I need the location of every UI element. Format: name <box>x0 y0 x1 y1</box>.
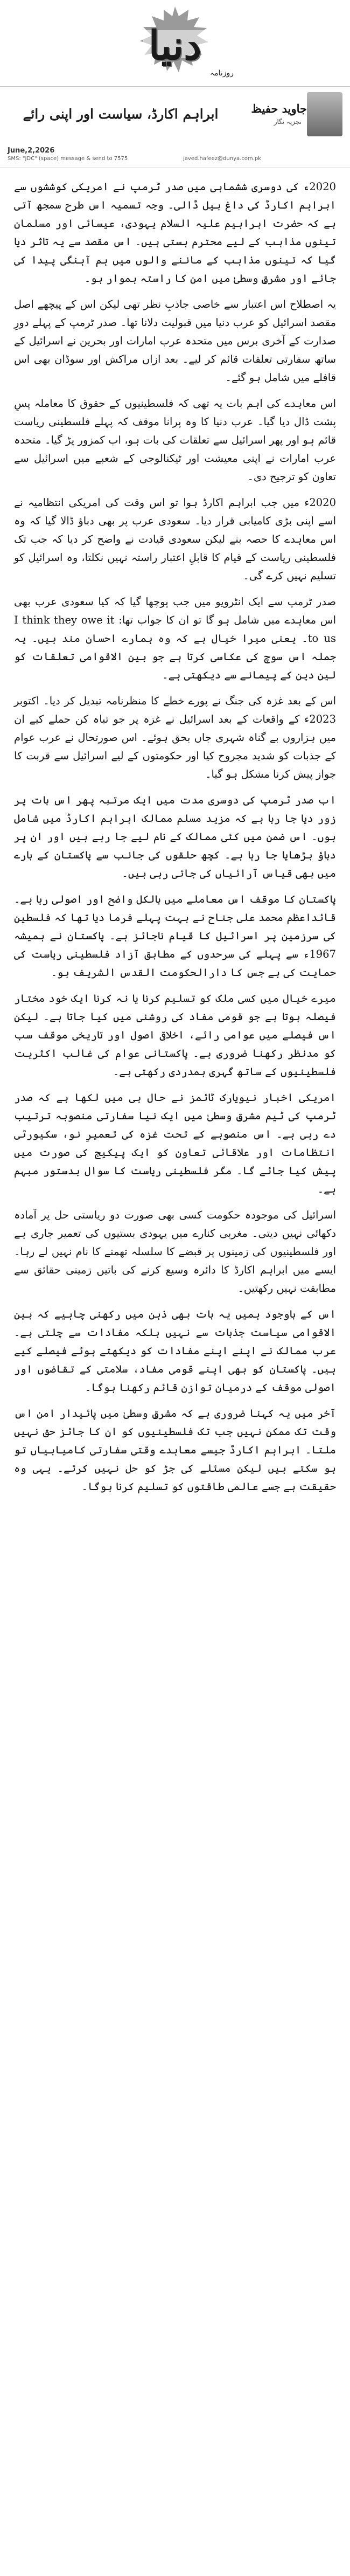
article-body <box>14 178 336 1496</box>
author-name: جاوید حفیظ <box>251 102 307 115</box>
article-paragraph: میرے خیال میں کسی ملک کو تسلیم کرنا یا نہ کرنا ایک خود مختار فیصلہ ہوتا ہے جو قومی مفاد کی روشنی میں کیا جاتا ہے۔ لیکن اس فیصلے میں عوامی رائے، اخلاقی اصول اور تاریخی موقف سب کو مدنظر رکھنا ضروری ہے۔ پاکستانی عوام کی غالب اکثریت فلسطینیوں کے ساتھ گہری ہمدردی رکھتی ہے۔ <box>14 992 336 1078</box>
article-paragraph: اس کے بعد غزہ کی جنگ نے پورے خطے کا منظرنامہ تبدیل کر دیا۔ اکتوبر 2023ء کے واقعات کے بعد اسرائیل نے غزہ پر جو تباہ کن حملے کیے ان میں ہزاروں بے گناہ شہری جاں بحق ہوئے۔ اس صورتحال نے عرب عوام کے جذبات کو شدید مجروح کیا اور حکومتوں کے لیے اسرائیل سے قربت کا جواز پیش کرنا مشکل ہو گیا۔ <box>14 695 336 780</box>
article-paragraph: 2020ء کی دوسری ششماہی میں صدر ٹرمپ نے امریکی کوششوں سے ابراہم اکارڈ کی داغ بیل ڈالی۔ وجہ تسمیہ اس طرح سمجھ آتی ہے کہ حضرت ابراہیم علیہ السلام یہودی، عیسائی اور مسلمان تینوں مذاہب کے لیے محترم ہستی ہیں۔ اس مقصد سے یہ تاثر دیا گیا کہ تینوں مذاہب کے ماننے والوں میں ہم آہنگی پیدا کی جائے اور مشرقِ وسطیٰ میں امن کا راستہ ہموار ہو۔ <box>14 181 336 285</box>
article-paragraph: 2020ء میں جب ابراہم اکارڈ ہوا تو اس وقت کی امریکی انتظامیہ نے اسے اپنی بڑی کامیابی قرار دیا۔ سعودی عرب پر بھی دباؤ ڈالا گیا کہ وہ اس معاہدے کا حصہ بنے لیکن سعودی قیادت نے واضح کر دیا کہ جب تک فلسطینی ریاست کے قیام کا قابلِ اعتبار راستہ نہیں نکلتا، وہ اسرائیل کو تسلیم نہیں کرے گی۔ <box>14 496 336 582</box>
article-paragraph: یہ اصطلاح اس اعتبار سے خاصی جاذبِ نظر تھی لیکن اس کے پیچھے اصل مقصد اسرائیل کو عرب دنیا میں قبولیت دلانا تھا۔ صدر ٹرمپ کے پہلے دورِ صدارت کے آخری برس میں متحدہ عرب امارات اور بحرین نے اسرائیل کے ساتھ سفارتی تعلقات قائم کر لیے۔ بعد ازاں مراکش اور سوڈان بھی اس قافلے میں شامل ہو گئے۔ <box>14 298 336 384</box>
newspaper-logo <box>113 4 237 80</box>
headline-block <box>8 92 234 160</box>
sms-info: SMS: "JDC" (space) message & send to 7575 <box>8 156 128 162</box>
logo-wordmark: دنیا <box>148 23 202 69</box>
headline: ابراہم اکارڈ، سیاست اور اپنی رائے <box>23 106 219 122</box>
article-paragraph: آخر میں یہ کہنا ضروری ہے کہ مشرقِ وسطیٰ میں پائیدار امن اس وقت تک ممکن نہیں جب تک فلسطینیوں کو ان کا جائز حق نہیں ملتا۔ ابراہم اکارڈ جیسے معاہدے وقتی سفارتی کامیابیاں تو ہو سکتے ہیں لیکن مسئلے کی جڑ کو حل نہیں کرتے۔ یہی وہ حقیقت ہے جسے عالمی طاقتوں کو تسلیم کرنا ہوگا۔ <box>14 1407 336 1493</box>
author-email[interactable]: javed.hafeez@dunya.com.pk <box>183 156 261 162</box>
article-paragraph: اب صدر ٹرمپ کی دوسری مدت میں ایک مرتبہ پھر اس بات پر زور دیا جا رہا ہے کہ مزید مسلم ممالک ابراہم اکارڈ میں شامل ہوں۔ اس ضمن میں کئی ممالک کے نام لیے جا رہے ہیں اور ان پر دباؤ بڑھایا جا رہا ہے۔ کچھ حلقوں کی جانب سے پاکستان کے بارے میں بھی قیاس آرائیاں کی جاتی رہی ہیں۔ <box>14 794 336 880</box>
publish-date: June,2,2026 <box>8 146 55 155</box>
article-header <box>0 86 350 168</box>
author-tag: تجزیہ نگار <box>274 118 302 126</box>
logo-subtitle: روزنامہ <box>209 69 234 78</box>
article-paragraph: پاکستان کا موقف اس معاملے میں بالکل واضح اور اصولی رہا ہے۔ قائداعظم محمد علی جناح نے بہت پہلے فرما دیا تھا کہ فلسطین کی سرزمین پر اسرائیل کا قیام ناجائز ہے۔ پاکستان نے ہمیشہ 1967ء سے پہلے کی سرحدوں کے مطابق آزاد فلسطینی ریاست کی حمایت کی ہے جس کا دارالحکومت القدس الشریف ہو۔ <box>14 893 336 979</box>
article-paragraph: اسرائیل کی موجودہ حکومت کسی بھی صورت دو ریاستی حل پر آمادہ دکھائی نہیں دیتی۔ مغربی کنارے میں یہودی بستیوں کی تعمیر جاری ہے اور فلسطینیوں کی زمینوں پر قبضے کا سلسلہ تھمنے کا نام نہیں لے رہا۔ ایسے میں ابراہم اکارڈ کا دائرہ وسیع کرنے کی باتیں زمینی حقائق سے مطابقت نہیں رکھتیں۔ <box>14 1209 336 1294</box>
author-photo <box>307 92 342 136</box>
article-paragraph: اس معاہدے کی اہم بات یہ تھی کہ فلسطینیوں کے حقوق کا معاملہ پسِ پشت ڈال دیا گیا۔ عرب دنیا کا وہ پرانا موقف کہ پہلے فلسطینی ریاست قائم ہو اور پھر اسرائیل سے تعلقات کی بات ہو، اب کمزور پڑ گیا۔ متحدہ عرب امارات نے اپنی معیشت اور ٹیکنالوجی کے شعبے میں اسرائیل سے تعاون کو ترجیح دی۔ <box>14 397 336 483</box>
author-box <box>237 90 342 163</box>
article-paragraph: امریکی اخبار نیویارک ٹائمز نے حال ہی میں لکھا ہے کہ صدر ٹرمپ کی ٹیم مشرقِ وسطیٰ میں ایک نیا سفارتی منصوبہ ترتیب دے رہی ہے۔ اس منصوبے کے تحت غزہ کی تعمیرِ نو، سکیورٹی انتظامات اور علاقائی تعاون کو ایک پیکیج کی صورت میں پیش کیا جائے گا۔ مگر فلسطینی ریاست کا سوال بدستور مبہم ہے۔ <box>14 1091 336 1195</box>
article-paragraph: اس کے باوجود ہمیں یہ بات بھی ذہن میں رکھنی چاہیے کہ بین الاقوامی سیاست جذبات سے نہیں بلکہ مفادات سے چلتی ہے۔ عرب ممالک نے اپنے اپنے مفادات کو دیکھتے ہوئے فیصلے کیے ہیں۔ پاکستان کو بھی اپنے قومی مفاد، سلامتی کے تقاضوں اور اصولی موقف کے درمیان توازن قائم رکھنا ہوگا۔ <box>14 1308 336 1394</box>
masthead <box>0 0 350 86</box>
article-paragraph: صدر ٹرمپ سے ایک انٹرویو میں جب پوچھا گیا کہ کیا سعودی عرب بھی اس معاہدے میں شامل ہو گا تو ان کا جواب تھا: I think they owe it to us۔ یعنی میرا خیال ہے کہ وہ ہمارے احسان مند ہیں۔ یہ جملہ اس سوچ کی عکاسی کرتا ہے جو بین الاقوامی تعلقات کو لین دین کے پیمانے سے دیکھتی ہے۔ <box>14 595 336 681</box>
